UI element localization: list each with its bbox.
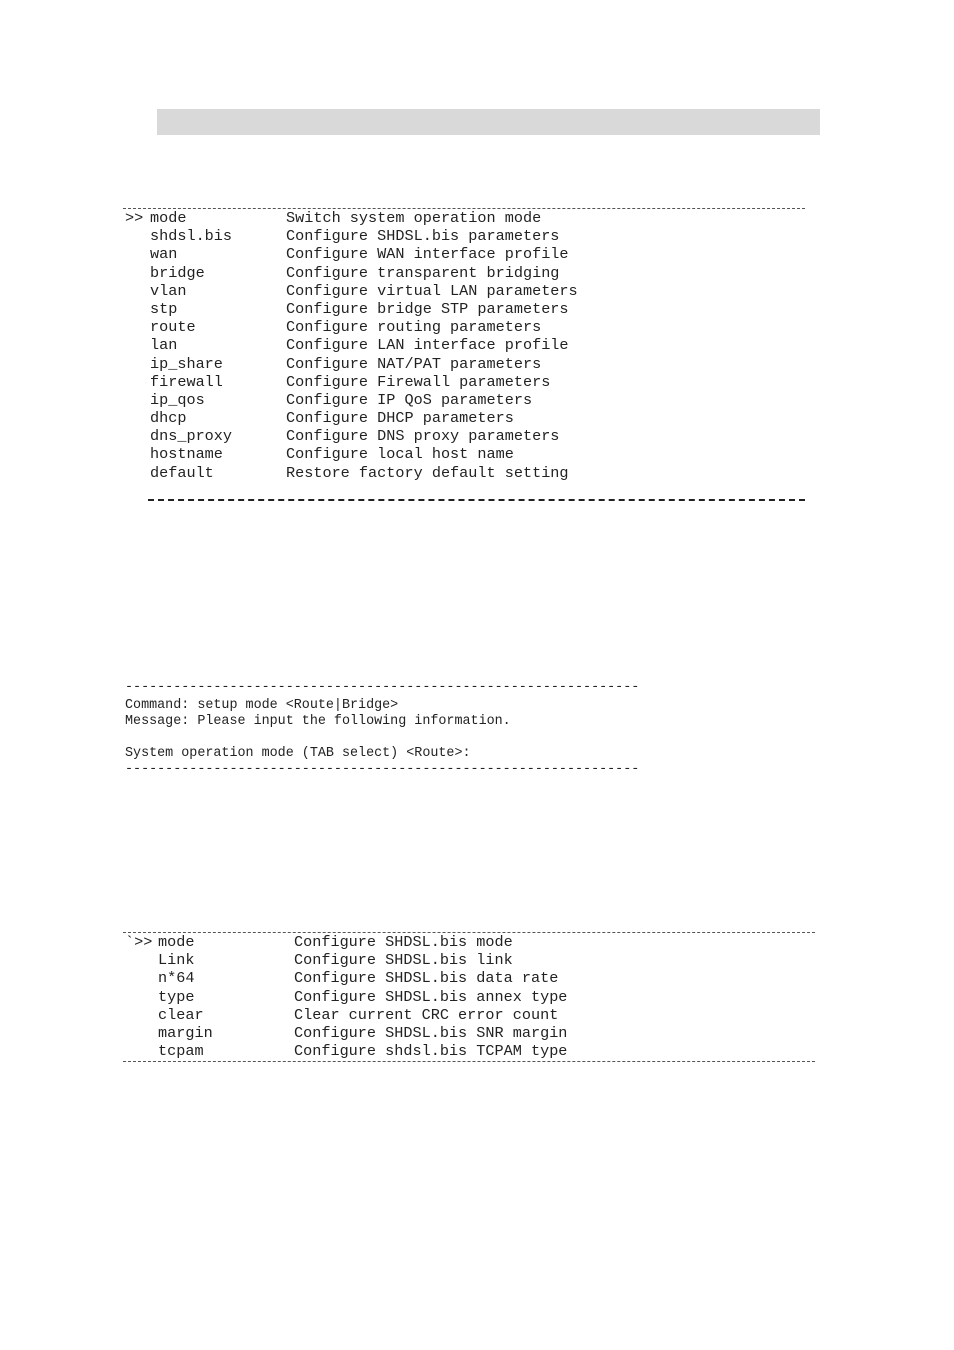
menu-item-command: dhcp <box>150 409 187 428</box>
menu-item-description: Configure SHDSL.bis SNR margin <box>294 1023 568 1042</box>
menu-item-description: Configure virtual LAN parameters <box>286 281 578 300</box>
menu-item-description: Configure local host name <box>286 445 514 464</box>
menu-item-description: Switch system operation mode <box>286 209 542 227</box>
menu-item[interactable] <box>125 969 815 987</box>
menu-item-description: Configure SHDSL.bis link <box>294 951 513 970</box>
menu-item-command: tcpam <box>158 1042 204 1061</box>
menu2-bottom-divider <box>123 1061 815 1062</box>
menu-item-command: mode <box>150 209 187 227</box>
menu-item-description: Configure DNS proxy parameters <box>286 427 560 446</box>
menu-item-description: Configure transparent bridging <box>286 263 560 282</box>
terminal-command-line: Command: setup mode <Route|Bridge> <box>125 698 399 713</box>
selection-arrow-icon: `>> <box>125 933 153 951</box>
menu-item-command: lan <box>150 336 178 355</box>
menu-item-description: Configure NAT/PAT parameters <box>286 354 542 373</box>
menu-item[interactable] <box>125 282 805 300</box>
selection-arrow-icon: >> <box>125 209 144 227</box>
menu-item-description: Configure shdsl.bis TCPAM type <box>294 1042 568 1061</box>
terminal-dialog <box>125 680 745 780</box>
menu-item[interactable] <box>125 445 805 463</box>
menu-item-command: n*64 <box>158 969 195 988</box>
menu-item-description: Configure WAN interface profile <box>286 245 569 264</box>
section-header-bar <box>157 109 820 135</box>
menu-item-description: Configure SHDSL.bis data rate <box>294 969 559 988</box>
menu-item-command: clear <box>158 1005 204 1024</box>
menu-item[interactable] <box>125 1042 815 1060</box>
menu-item-description: Configure LAN interface profile <box>286 336 569 355</box>
main-menu-list <box>125 209 805 482</box>
terminal-message-line: Message: Please input the following information. <box>125 714 511 729</box>
shdsl-menu-list <box>125 933 815 1060</box>
menu-item-command: margin <box>158 1023 213 1042</box>
menu-item-command: Link <box>158 951 195 970</box>
menu-item[interactable] <box>125 336 805 354</box>
menu-item[interactable] <box>125 427 805 445</box>
menu-item[interactable] <box>125 245 805 263</box>
menu-item[interactable] <box>125 300 805 318</box>
menu-item-command: bridge <box>150 263 205 282</box>
menu-item[interactable] <box>125 1024 815 1042</box>
menu-item-command: ip_qos <box>150 390 205 409</box>
menu-item-description: Restore factory default setting <box>286 463 569 482</box>
menu-item-command: firewall <box>150 372 223 391</box>
menu-item[interactable] <box>125 391 805 409</box>
menu-item-description: Configure DHCP parameters <box>286 409 514 428</box>
menu-item-command: stp <box>150 299 178 318</box>
menu-item-description: Configure IP QoS parameters <box>286 390 533 409</box>
menu-item-description: Configure Firewall parameters <box>286 372 551 391</box>
menu-item-command: vlan <box>150 281 187 300</box>
menu-item[interactable] <box>125 227 805 245</box>
menu-item[interactable] <box>125 951 815 969</box>
menu-item[interactable] <box>125 464 805 482</box>
menu-item-command: route <box>150 318 196 337</box>
menu-item-command: default <box>150 463 214 482</box>
menu-item[interactable] <box>125 373 805 391</box>
menu-item-description: Configure SHDSL.bis parameters <box>286 227 560 246</box>
terminal-prompt-line[interactable]: System operation mode (TAB select) <Route>: <box>125 746 471 761</box>
menu-item-command: hostname <box>150 445 223 464</box>
menu-item-command: shdsl.bis <box>150 227 233 246</box>
menu-item-command: type <box>158 987 195 1006</box>
menu-item-command: ip_share <box>150 354 223 373</box>
menu-item-description: Configure routing parameters <box>286 318 542 337</box>
menu-item[interactable] <box>125 988 815 1006</box>
menu-item-command: wan <box>150 245 178 264</box>
menu-item-command: mode <box>158 933 195 951</box>
terminal-top-rule: ---------------------------------------------------------------- <box>125 680 640 695</box>
terminal-bottom-rule: ---------------------------------------------------------------- <box>125 762 640 777</box>
menu-item[interactable] <box>125 933 815 951</box>
menu-item[interactable] <box>125 1006 815 1024</box>
menu-item[interactable] <box>125 264 805 282</box>
menu-item-description: Configure SHDSL.bis mode <box>294 933 513 951</box>
menu-item[interactable] <box>125 355 805 373</box>
menu-item[interactable] <box>125 318 805 336</box>
menu-item[interactable] <box>125 209 805 227</box>
menu-item[interactable] <box>125 409 805 427</box>
menu-item-command: dns_proxy <box>150 427 233 446</box>
menu-item-description: Clear current CRC error count <box>294 1005 559 1024</box>
menu-item-description: Configure SHDSL.bis annex type <box>294 987 568 1006</box>
menu1-bottom-divider <box>148 499 805 501</box>
menu-item-description: Configure bridge STP parameters <box>286 299 569 318</box>
